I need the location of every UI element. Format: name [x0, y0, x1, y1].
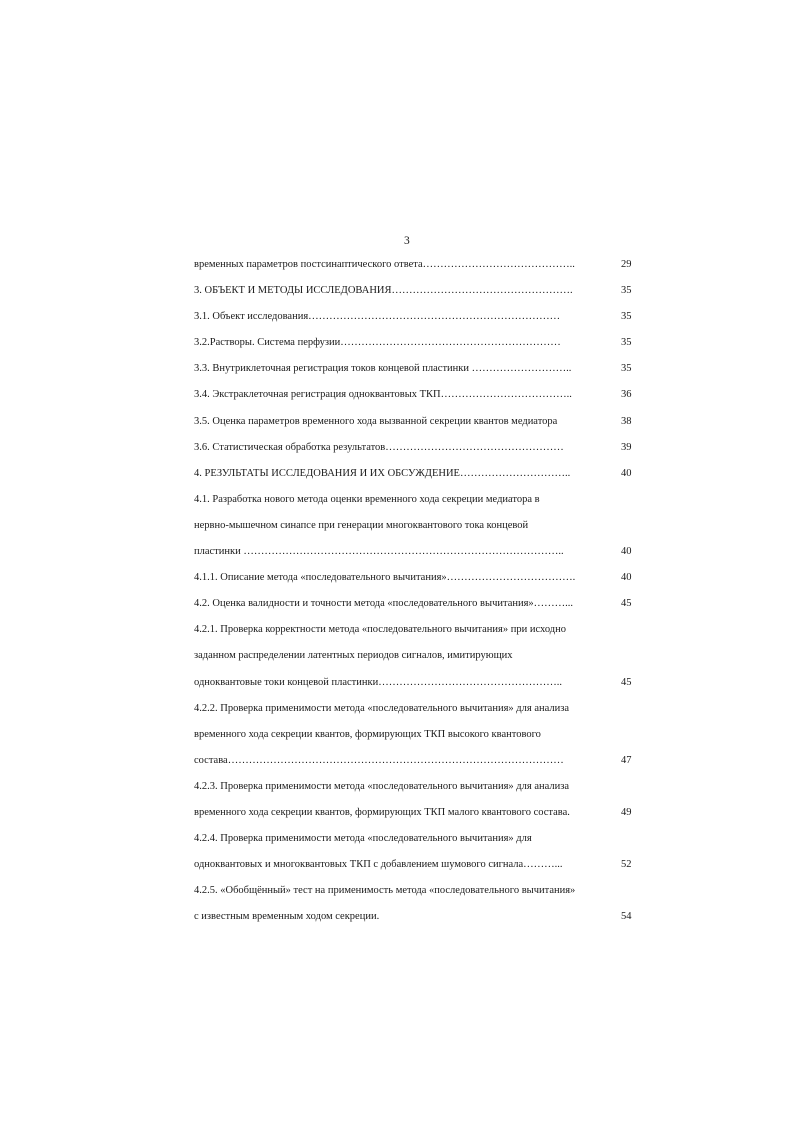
toc-entry-text: 4. РЕЗУЛЬТАТЫ ИССЛЕДОВАНИЯ И ИХ ОБСУЖДЕНИЕ………………………….. — [194, 467, 571, 479]
toc-entry-text: пластинки ……………………………………………………………………………….. — [194, 546, 564, 558]
toc-entry-text: заданном распределении латентных периодов сигналов, имитирующих — [194, 650, 513, 662]
toc-entry-text: нервно-мышечном синапсе при генерации многоквантового тока концевой — [194, 519, 529, 531]
toc-entry-page: 35 — [621, 311, 632, 323]
toc-entry-text: 3.1. Объект исследования……………………………………………………………… — [194, 311, 561, 323]
toc-entry-text: одноквантовых и многоквантовых ТКП с добавлением шумового сигнала………... — [194, 859, 563, 871]
toc-entry — [194, 800, 634, 826]
toc-entry-text: временного хода секреции квантов, формирующих ТКП малого квантового состава. — [194, 806, 570, 818]
toc-entry — [194, 852, 634, 878]
toc-entry-text: 3.3. Внутриклеточная регистрация токов концевой пластинки ……………………….. — [194, 363, 572, 375]
toc-entry-text: 4.2.3. Проверка применимости метода «последовательного вычитания» для анализа — [194, 780, 570, 792]
toc-entry-page: 54 — [621, 911, 632, 923]
toc-entry — [194, 565, 634, 591]
toc-entry — [194, 513, 634, 539]
toc-entry-page: 52 — [621, 859, 632, 871]
toc-entry — [194, 774, 634, 800]
toc-entry-text: 3. ОБЪЕКТ И МЕТОДЫ ИССЛЕДОВАНИЯ……………………………………………. — [194, 285, 573, 297]
toc-entry-text: 3.2.Растворы. Система перфузии……………………………………………………… — [194, 337, 561, 349]
toc-entry — [194, 748, 634, 774]
toc-entry — [194, 643, 634, 669]
toc-entry-page: 40 — [621, 572, 632, 584]
toc-entry-page: 40 — [621, 546, 632, 558]
toc-entry-page: 35 — [621, 337, 632, 349]
toc-entry — [194, 356, 634, 382]
toc-entry-page: 45 — [621, 676, 632, 688]
toc-entry-page: 45 — [621, 598, 632, 610]
toc-entry-text: 4.2.1. Проверка корректности метода «последовательного вычитания» при исходно — [194, 624, 567, 636]
toc-entry-text: состава…………………………………………………………………………………… — [194, 754, 564, 766]
toc-entry — [194, 304, 634, 330]
toc-entry — [194, 487, 634, 513]
toc-entry-page: 38 — [621, 415, 632, 427]
toc-entry — [194, 670, 634, 696]
toc-entry — [194, 591, 634, 617]
toc-entry-text: 4.2.4. Проверка применимости метода «последовательного вычитания» для — [194, 833, 532, 845]
toc-entry-text: 4.1.1. Описание метода «последовательного вычитания»………………………………. — [194, 572, 576, 584]
toc-entry-text: 3.6. Статистическая обработка результатов…………………………………………… — [194, 441, 564, 453]
toc-entry — [194, 330, 634, 356]
toc-entry-text: 3.5. Оценка параметров временного хода вызванной секреции квантов медиатора — [194, 415, 558, 427]
toc-entry — [194, 878, 634, 904]
toc-entry — [194, 904, 634, 930]
toc-entry — [194, 826, 634, 852]
page-number: 3 — [404, 235, 410, 247]
toc-entry — [194, 722, 634, 748]
toc-entry-text: 4.2. Оценка валидности и точности метода «последовательного вычитания»………... — [194, 598, 574, 610]
toc-entry — [194, 435, 634, 461]
toc-entry-text: 4.2.2. Проверка применимости метода «последовательного вычитания» для анализа — [194, 702, 570, 714]
toc-entry-text: 4.1. Разработка нового метода оценки временного хода секреции медиатора в — [194, 493, 540, 505]
table-of-contents — [194, 252, 634, 930]
toc-entry-text: с известным временным ходом секреции. — [194, 911, 380, 923]
toc-entry — [194, 409, 634, 435]
toc-entry — [194, 617, 634, 643]
toc-entry-text: одноквантовые токи концевой пластинки…………………………………………….. — [194, 676, 562, 688]
toc-entry-page: 36 — [621, 389, 632, 401]
toc-entry — [194, 696, 634, 722]
toc-entry-page: 35 — [621, 363, 632, 375]
toc-entry-page: 40 — [621, 467, 632, 479]
toc-entry-page: 29 — [621, 259, 632, 270]
toc-entry-page: 49 — [621, 806, 632, 818]
toc-entry — [194, 382, 634, 408]
toc-entry-page: 47 — [621, 754, 632, 766]
toc-entry-text: временного хода секреции квантов, формирующих ТКП высокого квантового — [194, 728, 541, 740]
toc-entry — [194, 278, 634, 304]
toc-entry-text: 4.2.5. «Обобщённый» тест на применимость метода «последовательного вычитания» — [194, 885, 576, 897]
toc-entry-page: 35 — [621, 285, 632, 297]
toc-entry — [194, 252, 634, 278]
toc-entry-text: 3.4. Экстраклеточная регистрация одноквантовых ТКП……………………………….. — [194, 389, 572, 401]
toc-entry — [194, 461, 634, 487]
toc-entry-page: 39 — [621, 441, 632, 453]
toc-entry — [194, 539, 634, 565]
toc-entry-text: временных параметров постсинаптического ответа…………………………………….. — [194, 259, 575, 270]
